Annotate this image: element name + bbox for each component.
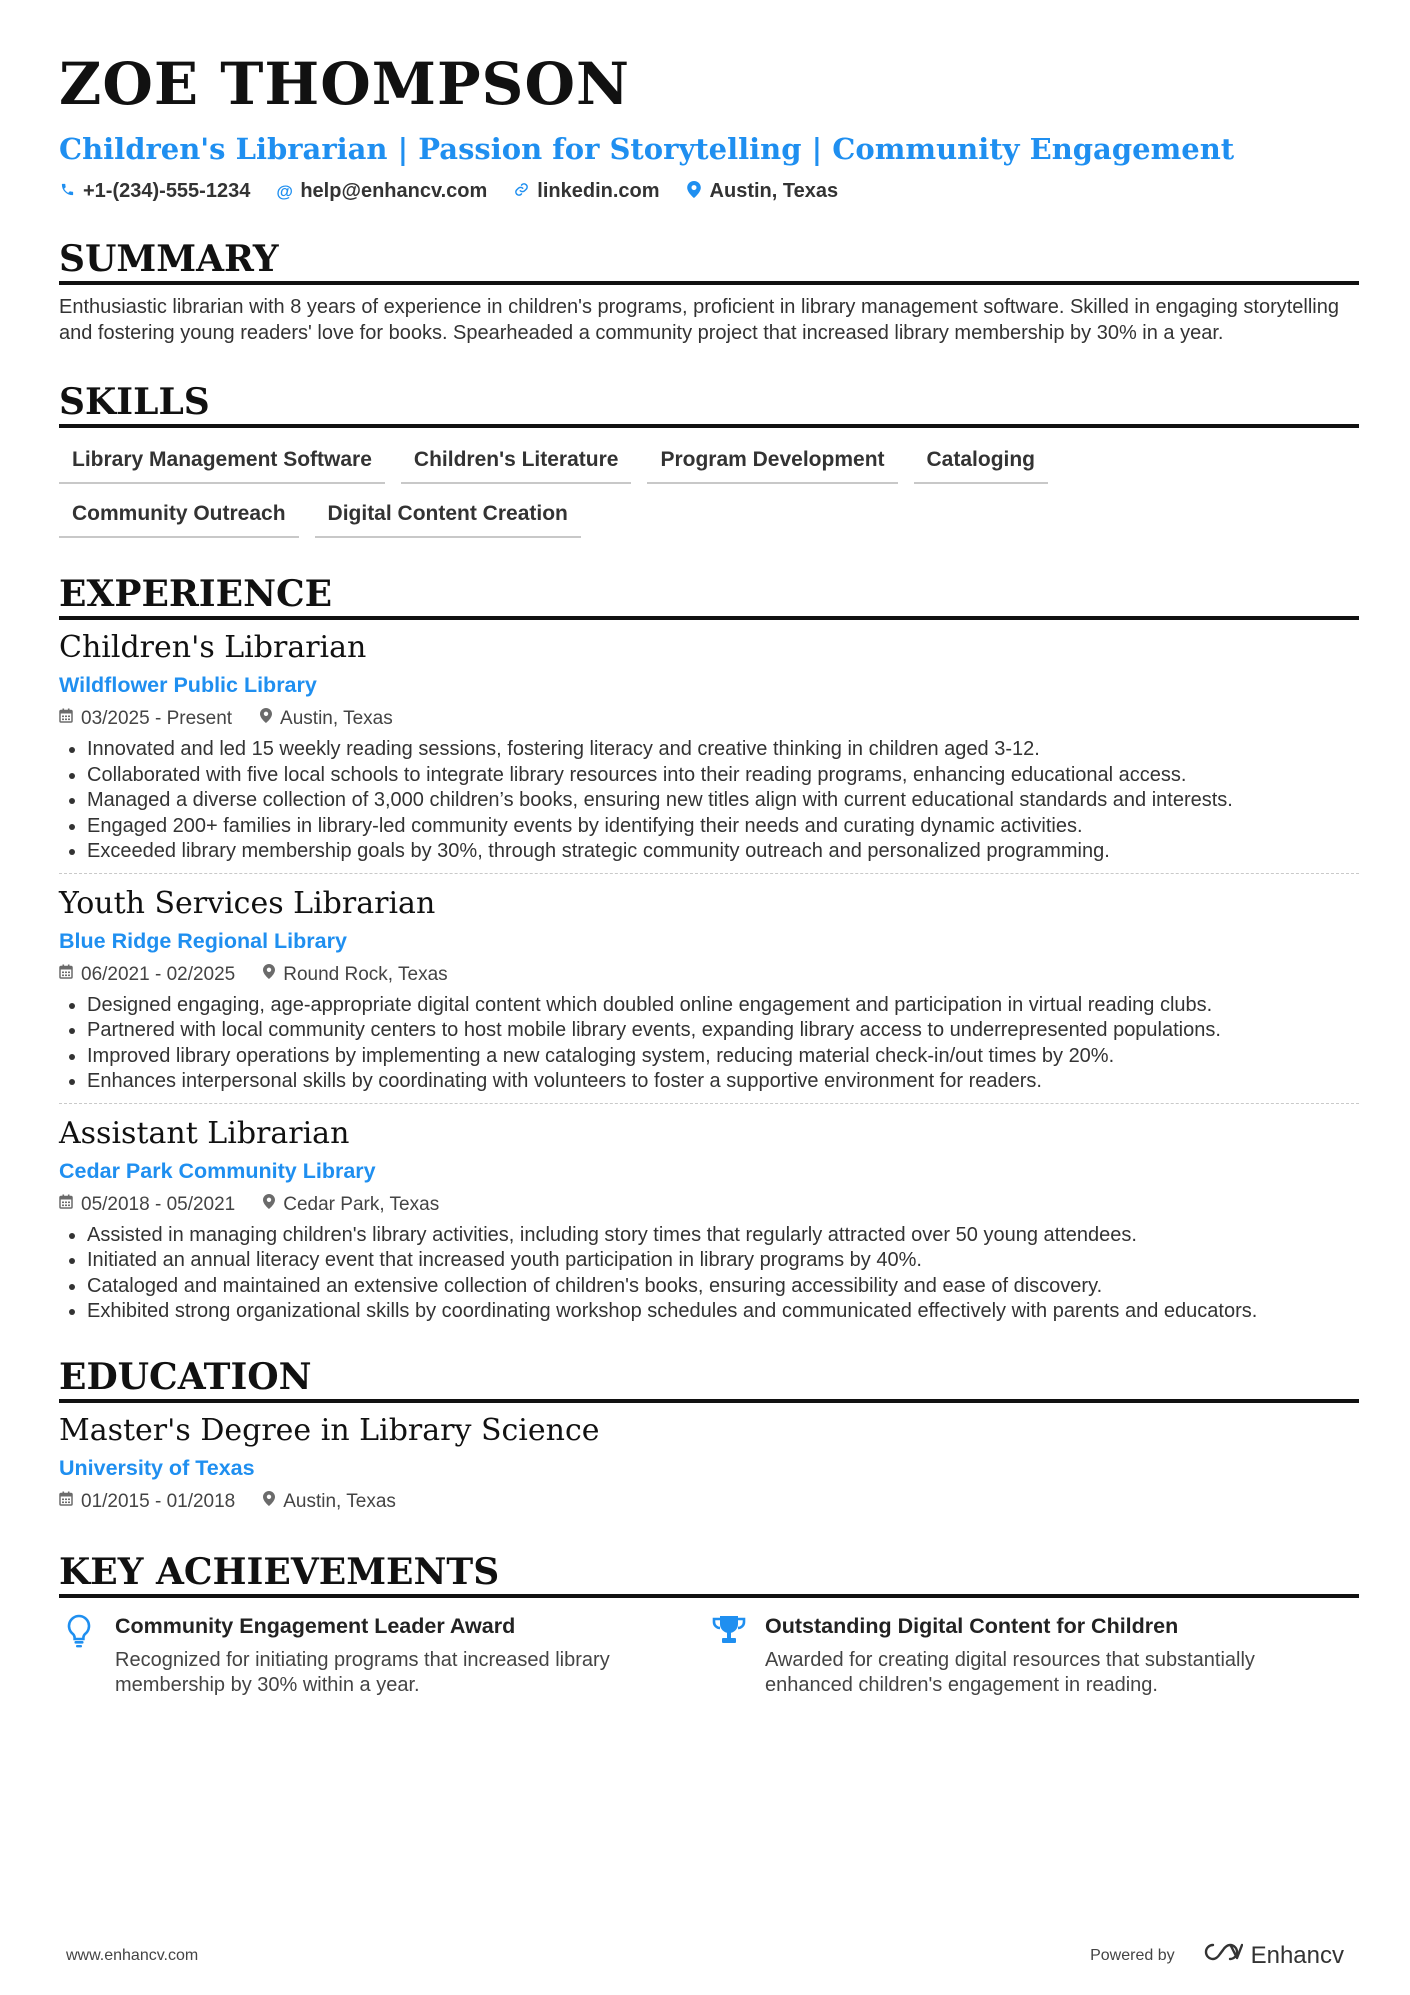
contact-location-text: Austin, Texas — [709, 180, 839, 202]
achievement-body — [115, 1612, 675, 1699]
education-dates — [59, 1490, 235, 1514]
phone-icon — [59, 182, 75, 202]
list-item: • Assisted in managing children's library activities, including story times that regularly attracted over 50 young attendees. — [87, 1223, 1359, 1249]
contact-bar — [59, 180, 1359, 203]
list-item: • Exhibited strong organizational skills by coordinating workshop schedules and communicated effectively with parents and educators. — [87, 1299, 1359, 1325]
section-title-summary: SUMMARY — [59, 237, 1359, 285]
job-meta — [59, 1193, 1359, 1217]
list-item: • Enhances interpersonal skills by coordinating with volunteers to foster a supportive environment for readers. — [87, 1069, 1359, 1095]
achievement-title: Community Engagement Leader Award — [115, 1613, 516, 1638]
list-item: • Improved library operations by implementing a new cataloging system, reducing material check-in/out times by 20%. — [87, 1044, 1359, 1070]
list-item: • Designed engaging, age-appropriate digital content which doubled online engagement and participation in virtual reading clubs. — [87, 993, 1359, 1019]
job-location-text: Round Rock, Texas — [283, 963, 448, 985]
location-icon — [263, 1490, 275, 1514]
section-title-skills: SKILLS — [59, 380, 1359, 428]
experience-section — [59, 572, 1359, 1333]
section-title-achievements: KEY ACHIEVEMENTS — [59, 1550, 1359, 1598]
job-bullets — [59, 993, 1359, 1095]
degree-title: Master's Degree in Library Science — [59, 1412, 600, 1448]
list-item: • Engaged 200+ families in library-led community events by identifying their needs and curating dynamic activities. — [87, 814, 1359, 840]
calendar-icon — [59, 707, 73, 731]
job-title: Youth Services Librarian — [59, 885, 436, 921]
page-footer — [66, 1941, 1344, 1970]
location-icon — [686, 181, 702, 203]
achievement-title: Outstanding Digital Content for Children — [765, 1613, 1179, 1638]
contact-linkedin[interactable] — [513, 180, 659, 203]
job-bullets — [59, 1223, 1359, 1325]
list-item: • Exceeded library membership goals by 30%, through strategic community outreach and personalized programming. — [87, 839, 1359, 865]
achievements-grid — [59, 1612, 1359, 1699]
powered-by — [1090, 1941, 1344, 1970]
job-dates-text: 06/2021 - 02/2025 — [81, 963, 236, 985]
lightbulb-icon — [59, 1612, 99, 1699]
footer-website[interactable]: www.enhancv.com — [66, 1946, 199, 1964]
summary-text: Enthusiastic librarian with 8 years of experience in children's programs, proficient in library management software. Skilled in engaging storytelling and fostering young readers' love for books. Spearheaded a community project that increased library membership by 30% in a year. — [59, 296, 1339, 344]
contact-email[interactable] — [276, 180, 487, 203]
list-item: • Innovated and led 15 weekly reading sessions, fostering literacy and creative thinking in children aged 3-12. — [87, 737, 1359, 763]
calendar-icon — [59, 1193, 73, 1217]
location-icon — [263, 963, 275, 987]
contact-location — [686, 180, 839, 203]
skill-tag: Program Development — [647, 444, 897, 484]
job-title: Assistant Librarian — [59, 1115, 350, 1151]
candidate-name: ZOE THOMPSON — [59, 50, 630, 118]
list-item: • Collaborated with five local schools to integrate library resources into their reading programs, enhancing educational access. — [87, 763, 1359, 789]
list-item: • Managed a diverse collection of 3,000 children’s books, ensuring new titles align with current educational standards and interests. — [87, 788, 1359, 814]
job-location-text: Austin, Texas — [280, 708, 393, 729]
achievement-body — [765, 1612, 1325, 1699]
education-location-text: Austin, Texas — [283, 1490, 396, 1512]
calendar-icon — [59, 963, 73, 987]
skill-tag: Cataloging — [914, 444, 1049, 484]
contact-linkedin-text: linkedin.com — [537, 180, 660, 202]
section-title-experience: EXPERIENCE — [59, 572, 1359, 620]
powered-by-label: Powered by — [1090, 1946, 1175, 1964]
candidate-tagline: Children's Librarian | Passion for Storytelling | Community Engagement — [59, 132, 1235, 166]
skill-tag: Digital Content Creation — [315, 498, 581, 538]
school-name: University of Texas — [59, 1455, 255, 1480]
contact-phone[interactable] — [59, 180, 250, 203]
link-icon — [513, 182, 529, 202]
at-icon: @ — [276, 181, 293, 201]
resume-page — [59, 48, 1359, 1699]
achievements-section — [59, 1550, 1359, 1699]
section-title-education: EDUCATION — [59, 1355, 1359, 1403]
trophy-icon — [709, 1612, 749, 1699]
education-meta — [59, 1490, 1359, 1514]
job-dates — [59, 963, 235, 987]
list-item: • Cataloged and maintained an extensive collection of children's books, ensuring accessibility and ease of discovery. — [87, 1274, 1359, 1300]
job-title: Children's Librarian — [59, 630, 367, 665]
experience-entry — [59, 873, 1359, 1103]
summary-section — [59, 237, 1359, 346]
company-name: Blue Ridge Regional Library — [59, 928, 347, 953]
list-item: • Initiated an annual literacy event that increased youth participation in library programs by 40%. — [87, 1248, 1359, 1274]
job-meta — [59, 707, 1359, 731]
achievement-item — [709, 1612, 1359, 1699]
job-dates — [59, 707, 232, 731]
company-name: Cedar Park Community Library — [59, 1158, 376, 1183]
location-icon — [260, 707, 272, 731]
calendar-icon — [59, 1490, 73, 1514]
achievement-item — [59, 1612, 709, 1699]
education-dates-text: 01/2015 - 01/2018 — [81, 1490, 236, 1512]
job-dates-text: 05/2018 - 05/2021 — [81, 1193, 236, 1215]
brand-logo[interactable] — [1201, 1941, 1344, 1970]
list-item: • Partnered with local community centers to host mobile library events, expanding library access to underrepresented populations. — [87, 1018, 1359, 1044]
company-name: Wildflower Public Library — [59, 673, 317, 697]
skill-tag: Children's Literature — [401, 444, 632, 484]
job-location — [260, 707, 393, 731]
experience-entry — [59, 1103, 1359, 1333]
job-dates-text: 03/2025 - Present — [81, 708, 233, 729]
contact-phone-text: +1-(234)-555-1234 — [83, 180, 251, 202]
contact-email-text: help@enhancv.com — [300, 180, 488, 202]
job-bullets — [59, 737, 1359, 865]
skill-tag: Library Management Software — [59, 444, 385, 484]
job-meta — [59, 963, 1359, 987]
experience-entry — [59, 630, 1359, 873]
achievement-desc: Awarded for creating digital resources that substantially enhanced children's engagement in reading. — [765, 1648, 1255, 1696]
enhancv-logo-icon — [1201, 1941, 1243, 1970]
education-section — [59, 1355, 1359, 1514]
achievement-desc: Recognized for initiating programs that increased library membership by 30% within a year. — [115, 1648, 610, 1696]
skills-section — [59, 380, 1359, 538]
education-location — [263, 1490, 396, 1514]
job-location-text: Cedar Park, Texas — [283, 1193, 440, 1215]
job-location — [263, 963, 447, 987]
location-icon — [263, 1193, 275, 1217]
job-location — [263, 1193, 439, 1217]
skill-tag: Community Outreach — [59, 498, 299, 538]
skills-list — [59, 444, 1199, 538]
job-dates — [59, 1193, 235, 1217]
brand-name: Enhancv — [1250, 1941, 1344, 1969]
